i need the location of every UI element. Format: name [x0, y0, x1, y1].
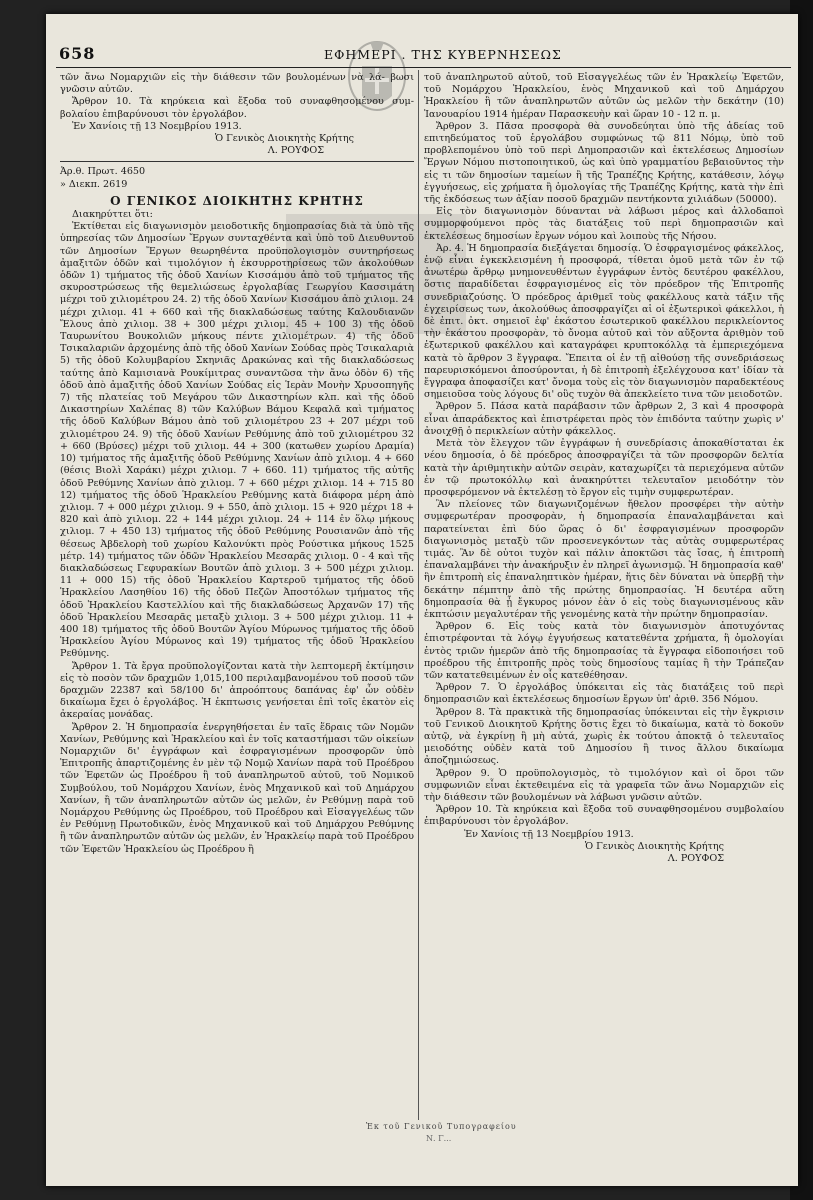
left-date: Ἐν Χανίοις τῇ 13 Νοεμβρίου 1913. [72, 120, 242, 132]
printer-imprint: Ἐκ τοῦ Γενικοῦ Τυπογραφείου [366, 1122, 517, 1131]
right-arthro-10: Ἄρθρον 10. Τὰ κηρύκεια καὶ ἔξοδα τοῦ συναφθησομένου συμβολαίου ἐπιβαρύνουσι τὸν ἐργολάβον. [424, 804, 784, 828]
decree-intro: Διακηρύττει ὅτι: [72, 209, 153, 221]
right-arthro-8: Ἄρθρον 8. Τὰ πρακτικὰ τῆς δημοπρασίας ὑπόκεινται εἰς τὴν ἔγκρισιν τοῦ Γενικοῦ Διοικητοῦ Κρήτης ὅστις ἔχει τὸ δικαίωμα, κατὰ τὸ δοκοῦν αὐτῷ, νὰ ἐγκρίνῃ ἢ μὴ αὐτά, χωρὶς ἐκ τούτου ἀποκτᾷ ὁ τελευταῖος μειοδότης οὐδὲν κατὰ τοῦ Δημοσίου ἢ τινος ἄλλου δικαίωμα ἀποζημιώσεως. [424, 706, 784, 767]
left-top-paragraph: τῶν ἄνω Νομαρχιῶν εἰς τὴν διάθεσιν τῶν βουλομένων νὰ λά- βωσι γνῶσιν αὐτῶν. [60, 72, 414, 96]
left-signature-name: Λ. ΡΟΥΦΟΣ [267, 145, 324, 157]
diekp-number: » Διεκπ. 2619 [60, 178, 128, 190]
decree-body: Ἐκτίθεται εἰς διαγωνισμὸν μειοδοτικῆς δημοπρασίας διὰ τὰ ὑπὸ τῆς ὑπηρεσίας τῶν Δημοσίων Ἔργων συνταχθέντα καὶ ὑπὸ τοῦ Διευθυντοῦ τῶν Δημοσίων Ἔργων θεωρηθέντα προϋπολογισμὸν συντηρήσεως ἀμαξιτῶν ὁδῶν καὶ τιμολόγιον ἡ ἐκσυρροτηρίσεως τῶν ἀκολούθων ὁδῶν 1) τμήματος τῆς ὁδοῦ Χανίων Κισσάμου ἀπὸ τοῦ τμήματος τῆς σκυροστρώσεως τῆς θεμελιώσεως ἐργολαβίας Γεωργίου Κασσιμάτη μέχρι τοῦ χιλιομέτρου 24. 2) τῆς ὁδοῦ Χανίων Κισσάμου ἀπὸ χιλιομ. 24 μέχρι χιλιομ. 41 + 660 καὶ τῆς διακλαδώσεως ταύτης Καλουδιανῶν Ἔλους ἀπὸ χιλιομ. 38 + 300 μέχρι χιλιομ. 45 + 100 3) τῆς ὁδοῦ Ταυρωνίτου Βουκολιῶν μήκους πέντε χιλιομέτρων. 4) τῆς ὁδοῦ Τσικαλαριῶν ἀρχομένης ἀπὸ τῆς ὁδοῦ Χανίων Σούδας πρὸς Τσικαλαριὰ 5) τῆς ὁδοῦ Κολυμβαρίου Σκηνιᾶς Δρακώνας καὶ τῆς διακλαδώσεως ταύτης ἀπὸ Καμισιανὰ Ρουκίμιτρας συναντῶσα τὴν ἄνω ὁδὸν 6) τῆς ὁδοῦ ἀπὸ ἀμαξιτῆς ὁδοῦ Χανίων Σούδας εἰς Ἱερὰν Μονὴν Χρυσοπηγῆς 7) τῆς πλατείας τοῦ Μεγάρου τῶν Δικαστηρίων κλπ. καὶ τῆς ὁδοῦ Δικαστηρίων Χαλέπας 8) τῶν Καλύβων Βάμου Κεφαλᾶ καὶ τμήματος τῆς ὁδοῦ Καλύβων Βάμου ἀπὸ τοῦ χιλιομέτρου 23 + 207 μέχρι τοῦ χιλιομέτρου 24. 9) τῆς ὁδοῦ Χανίων Ρεθύμνης ἀπὸ τοῦ χιλιομέτρου 32 + 660 (Βρύσες) μέχρι τοῦ χιλιομ. 44 + 300 (κατωθεν χωρίου Δραμία) 10) τμήματος τῆς ἀμαξιτῆς ὁδοῦ Ρεθύμνης Χανίων ἀπὸ χιλιομ. 4 + 660 (θέσις Βιολὶ Χαράκι) μέχρι χιλιομ. 7 + 660. 11) τμήματος τῆς αὐτῆς ὁδοῦ Ρεθύμνης Χανίων ἀπὸ χιλιομ. 7 + 660 μέχρι χιλιομ. 14 + 715 80 12) τμήματος τῆς ὁδοῦ Ἡρακλείου Ρεθύμνης κατὰ διάφορα μέρη ἀπὸ χιλιομ. 7 + 000 μέχρι χιλιομ. 9 + 550, ἀπὸ χιλιομ. 15 + 920 μέχρι 18 + 820 καὶ ἀπὸ χιλιομ. 22 + 144 μέχρι χιλιομ. 24 + 114 ἐν ὅλῳ μήκους χιλιομ. 7 + 450 13) τμήματος τῆς ὁδοῦ Ρεθύμνης Ρουσιανῶν ἀπὸ τῆς θέσεως Ἀβδελορὴ τοῦ χωρίου Καλονύκτι πρὸς Ρούστικα μήκους 1525 μέτρ. 14) τμήματος τῶν ὁδῶν Ἡρακλείου Μεσαρᾶς χιλιομ. 0 - 4 καὶ τῆς διακλαδώσεως Γεφυρακίων Βουτῶν ἀπὸ χιλιομ. 3 + 500 μέχρι χιλιομ. 11 + 000 15) τῆς ὁδοῦ Ἡρακλείου Καρτεροῦ τμήματος τῆς ὁδοῦ Ἡρακλείου Λασηθίου 16) τῆς ὁδοῦ Πεζῶν Ἀποστόλων τμήματος τῆς ὁδοῦ Ἡρακλείου Καστελλίου καὶ τῆς διακλαδώσεως Ἀρχανῶν 17) τῆς ὁδοῦ Ἡρακλείου Μεσαρᾶς μεταξὺ χιλιομ. 3 + 500 μέχρι χιλιομ. 11 + 400 18) τμήματος τῆς ὁδοῦ Βουτῶν Ἁγίου Μύρωνος τμήματος τῆς ὁδοῦ Ἡρακλείου Ἁγίου Μύρωνος καὶ 19) τμήματος τῆς ὁδοῦ Ἡρακλείου Ρεθύμνης. [60, 221, 414, 660]
left-arthro-10: Ἄρθρον 10. Τὰ κηρύκεια καὶ ἔξοδα τοῦ συναφθησομένου συμ- βολαίου ἐπιβαρύνουσι τὸν ἐργολάβον. [60, 96, 414, 120]
right-column [424, 72, 784, 865]
masthead-title: ΕΦΗΜΕΡΙ . ΤΗΣ ΚΥΒΕΡΝΗΣΕΩΣ [324, 47, 562, 62]
left-arthro-1: Ἄρθρον 1. Τὰ ἔργα προϋπολογίζονται κατὰ τὴν λεπτομερῆ ἐκτίμησιν εἰς τὸ ποσὸν τῶν δραχμῶν 1,015,100 περιλαμβανομένου τοῦ ποσοῦ τῶν δραχμῶν 22387 καὶ 58/100 δι' ἀπροόπτους δαπάνας ἐφ' ὧν οὐδὲν δικαίωμα ἔχει ὁ ἐργολάβος. Ἡ ἐκπτωσις γενήσεται ἐπὶ τοῖς ἑκατὸν εἰς ἀκεραίας μονάδας. [60, 660, 414, 721]
right-date: Ἐν Χανίοις τῇ 13 Νοεμβρίου 1913. [464, 828, 634, 840]
right-continuation: τοῦ ἀναπληρωτοῦ αὐτοῦ, τοῦ Εἰσαγγελέως τῶν ἐν Ἡρακλείῳ Ἐφετῶν, τοῦ Νομάρχου Ἡρακλείου, ἑνὸς Μηχανικοῦ καὶ τοῦ Δημάρχου Ἡρακλείου ἢ τῶν ἀναπληρωτῶν αὐτῶν ὡς μελῶν τὴν δεκάτην (10) Ἰανουαρίου 1914 ἡμέραν Παρασκευὴν καὶ ὥραν 10 - 12 π. μ. [424, 72, 784, 120]
right-signature-name: Λ. ΡΟΥΦΟΣ [667, 853, 724, 864]
right-arthro-6: Ἄρθρον 6. Εἰς τοὺς κατὰ τὸν διαγωνισμὸν ἀποτυχόντας ἐπιστρέφονται τὰ λόγῳ ἐγγυήσεως κατατεθέντα χρήματα, ἢ ὁμολογίαι ἐντὸς τριῶν ἡμερῶν ἀπὸ τῆς δημοπρασίας τὰ ἔγγραφα εἰδοποιήσει τοῦ προέδρου τῆς ἐπιτροπῆς πρὸς τοὺς δημοσίους ταμίας ἢ τὴν Τράπεζαν τῶν κατατεθειμένων ἐν οἷς κατεθέθησαν. [424, 621, 784, 681]
right-arthro-5c: Ἂν πλείονες τῶν διαγωνιζομένων ἤθελον προσφέρει τὴν αὐτὴν συμφερωτέραν προσφορὰν, ἡ δημοπρασία ἐπαναλαμβάνεται καὶ παρατείνεται ἐπὶ δύο ὥρας ὁ δι' ἐσφραγισμένων προσφορῶν διαγωνισμὸς μεταξὺ τῶν προσενεγκόντων τὰς αὐτὰς συμφερωτέρας τιμάς. Ἂν δὲ οὐτοι τυχὸν καὶ πάλιν ἀποκτῶσι τὰς ἴσας, ἡ ἐπιτροπὴ ἐπαναλαμβάνει τὴν ἀνακήρυξιν ἐν πληρεῖ ἀγωνισμῷ. Ἡ δημοπρασία καθ' ἣν ἐπιτροπὴ εἰς ἐπαναληπτικὸν ἡμέραν, ἥτις δὲν δύναται νὰ ὑπερβῇ τὴν δεκάτην πέμπτην ἀπὸ τῆς πρώτης δημοπρασίας. Ἡ δευτέρα αὕτη δημοπρασία θὰ ᾖ ἔγκυρος μόνον ἐὰν ὁ εἰς τοὺς διαγωνισμένους κἂν ἐκπτώσιν μεγαλυτέραν τῆς γενομένης κατὰ τὴν πρώτην δημοπρασίαν. [424, 499, 784, 620]
column-divider [418, 70, 419, 1120]
right-arthro-7: Ἄρθρον 7. Ὁ ἐργολάβος ὑπόκειται εἰς τὰς διατάξεις τοῦ περὶ δημοπρασιῶν καὶ ἐκτελέσεως δημοσίων ἔργων ὑπ' ἀριθ. 356 Νόμου. [424, 682, 784, 706]
printer-imprint-2: Ν. Γ... [426, 1134, 452, 1143]
right-arthro-3b: Εἰς τὸν διαγωνισμὸν δύνανται νὰ λάβωσι μέρος καὶ ἀλλοδαποὶ συμμορφούμενοι πρὸς τὰς διατάξεις τοῦ περὶ δημοπρασιῶν καὶ ἐκτελέσεως δημοσίων ἔργων νόμου καὶ λοιποὺς τῆς Νήσου. [424, 206, 784, 242]
right-signature-title: Ὁ Γενικὸς Διοικητὴς Κρήτης [584, 840, 724, 852]
left-arthro-2: Ἄρθρον 2. Ἡ δημοπρασία ἐνεργηθήσεται ἐν ταῖς ἕδραις τῶν Νομῶν Χανίων, Ρεθύμνης καὶ Ἡρακλείου καὶ ἐν τοῖς καταστήμασι τῶν οἰκείων Νομαρχιῶν δι' ἐγγράφων καὶ ἐσφραγισμένων προσφορῶν ὑπὸ Ἐπιτροπῆς ἀπαρτιζομένης ἐν μὲν τῷ Νομῷ Χανίων παρὰ τοῦ Προέδρου τῶν Ἐφετῶν ὡς Προέδρου ἢ τοῦ ἀναπληρωτοῦ αὐτοῦ, τοῦ Νομικοῦ Συμβούλου, τοῦ Νομάρχου Χανίων, ἑνὸς Μηχανικοῦ καὶ τοῦ Δημάρχου Χανίων, ἢ τῶν ἀναπληρωτῶν αὐτῶν ὡς μελῶν, ἐν Ρεθύμνῃ παρὰ τοῦ Νομάρχου Ρεθύμνης ὡς Προέδρου, τοῦ Προέδρου καὶ Εἰσαγγελέως τῶν ἐν Ρεθύμνῃ Πρωτοδικῶν, ἑνὸς Μηχανικοῦ καὶ τοῦ Δημάρχου Ρεθύμνης ἢ τῶν ἀναπληρωτῶν αὐτῶν ὡς μελῶν, ἐν Ἡρακλείῳ παρὰ τοῦ Προέδρου τῶν Ἐφετῶν Ἡρακλείου ὡς Προέδρου ἢ [60, 721, 414, 855]
right-arthro-9: Ἄρθρον 9. Ὁ προϋπολογισμὸς, τὸ τιμολόγιον καὶ οἱ ὅροι τῶν συμφωνιῶν εἶναι ἐκτεθειμένα εἰς τὰ γραφεῖα τῶν ἄνω Νομαρχιῶν εἰς τὴν διάθεσιν τῶν βουλομένων νὰ λάβωσι γνῶσιν αὐτῶν. [424, 767, 784, 803]
left-column [60, 72, 414, 856]
section-divider [60, 161, 414, 162]
protocol-number: Ἀρ.θ. Πρωτ. 4650 [60, 166, 146, 178]
header-rule [56, 67, 791, 68]
page-number: 658 [59, 44, 96, 63]
decree-title: Ο ΓΕΝΙΚΟΣ ΔΙΟΙΚΗΤΗΣ ΚΡΗΤΗΣ [110, 193, 364, 208]
right-arthro-5b: Μετὰ τὸν ἔλεγχον τῶν ἐγγράφων ἡ συνεδρίασις ἀποκαθίσταται ἐκ νέου δημοσία, ὁ δὲ πρόεδρος ἀποσφραγίζει τὰ τῶν προσφορῶν δελτία κατὰ τὴν ἀριθμητικὴν αὐτῶν σειρὰν, καταχωρίζει τὰ περιεχόμενα αὐτῶν ἐν τῷ πρωτοκόλλῳ καὶ ἀνακηρύττει τελευταῖον μειοδότην τὸν προσφερόμενον νὰ ἐκτελέσῃ τὸ ἔργον εἰς τιμὴν συμφερωτέραν. [424, 438, 784, 498]
page-header [54, 44, 794, 64]
right-arthro-5: Ἄρθρον 5. Πάσα κατὰ παράβασιν τῶν ἄρθρων 2, 3 καὶ 4 προσφορὰ εἶναι ἀπαράδεκτος καὶ ἐπιστρέφεται πρὸς τὸν ἐπιδόντα ταύτην χωρὶς ν' ἀνοιχθῇ ὁ περικλείων αὐτὴν φάκελλος. [424, 401, 784, 437]
gazette-page [46, 14, 798, 1186]
right-arthro-3: Ἄρθρον 3. Πᾶσα προσφορὰ θὰ συνοδεύηται ὑπὸ τῆς ἀδείας τοῦ επιτηδεύματος τοῦ ἐργολάβου συμφώνως τῷ 811 Νόμῳ, ὑπὸ τοῦ προβλεπομένου ὑπὸ τοῦ περὶ Δημοπρασιῶν καὶ ἐκτελέσεως Δημοσίων Ἔργων Νόμου πιστοποιητικοῦ, ὡς καὶ ὑπὸ γραμματίου βεβαιοῦντος τὴν εἰς τι τῶν δημοσίων ταμείων ἢ τῆς Τραπέζης Κρήτης, κατάθεσιν, λόγῳ ἐγγυήσεως, εἰς χρήματα ἢ ὁμολογίας τῆς Τραπέζης Κρήτης, κατὰ τὴν ἐπὶ τῆς ἐκδόσεως των ἀξίαν ποσοῦ δραχμῶν πεντήκοντα χιλιάδων (50000). [424, 120, 784, 206]
left-signature-title: Ὁ Γενικὸς Διοικητὴς Κρήτης [214, 133, 354, 145]
right-arthro-4: Ἀρ. 4. Ἡ δημοπρασία διεξάγεται δημοσίᾳ. Ὁ ἐσφραγισμένος φάκελλος, ἐνῷ εἶναι ἐγκεκλεισμένη ἡ προσφορά, τίθεται ὁμοῦ μετὰ τῶν ἐν τῷ ἀνωτέρω ἄρθρῳ μνημονευθέντων ἐγγράφων ἐντὸς δευτέρου φακέλλου, ὅστις παραδίδεται ἐσφραγισμένος εἰς τὸν πρόεδρον τῆς Ἐπιτροπῆς συνεδριαζούσης. Ὁ πρόεδρος ἀριθμεῖ τοὺς φακέλλους κατὰ τάξιν τῆς ἐγχειρίσεως των, ἀκολούθως ἀποσφραγίζει αἱ οἱ ἐξωτερικοὶ φάκελλοι, ἡ δὲ ἐπιτ. ὀκτ. σημειοῖ ἐφ' ἑκάστου ἐσωτερικοῦ φακέλλου περικλείοντος τὴν ἑκάστου προσφορὰν, τὸ ὄνομα αὐτοῦ καὶ τὸν αὔξοντα ἀριθμὸν τοῦ ἐξωτερικοῦ φακέλλου καὶ καταγράφει κρυπτοκόλλᾳ τὰ ἐμπεριεχόμενα κατὰ τὸ ἄρθρον 3 ἔγγραφα. Ἔπειτα οἱ ἐν τῇ αἰθούσῃ τῆς συνεδριάσεως παρευρισκόμενοι ἀποσύρονται, ἡ δὲ ἐπιτροπὴ ἐξελέγχουσα κατ' ἰδίαν τὰ ἔγγραφα ἀποφασίζει κατ' ὄνομα τοὺς εἰς τὸν διαγωνισμὸν παραδεκτέους σημειοῦσα τοὺς λόγους δι' οὓς τυχὸν θὰ ἀπεκλείετο τινα τῶν μειοδοτῶν. [424, 242, 784, 401]
